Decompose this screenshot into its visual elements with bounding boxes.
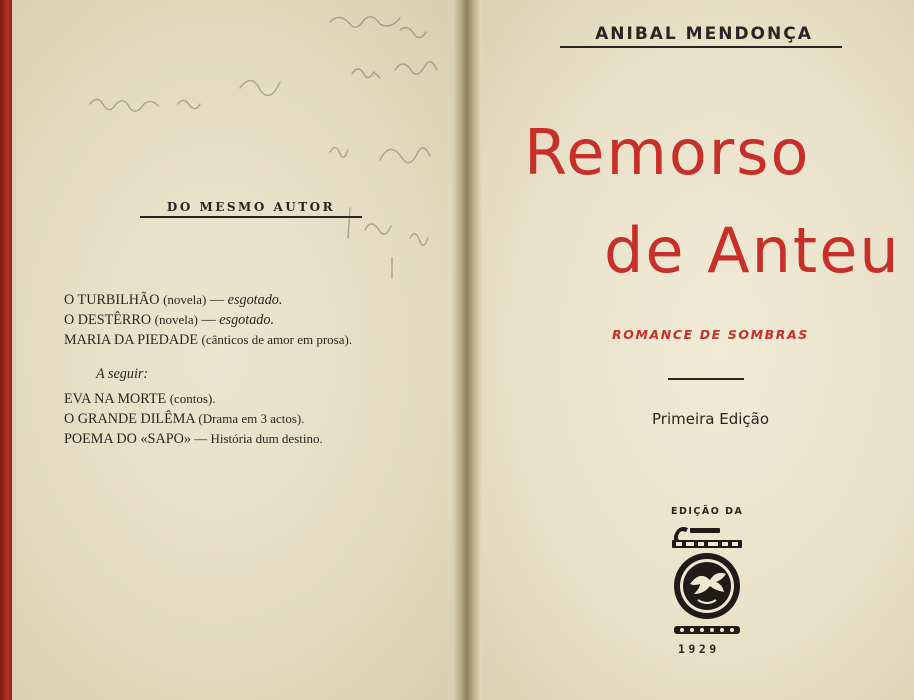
work-item	[64, 290, 352, 310]
work-dash: —	[206, 292, 228, 308]
other-works-heading: DO MESMO AUTOR	[166, 200, 336, 214]
book-title-line2: de Anteu	[604, 214, 901, 287]
upcoming-title: EVA NA MORTE	[64, 391, 167, 407]
work-note: (novela)	[154, 312, 198, 327]
work-status: esgotado.	[219, 312, 275, 328]
heading-underline	[140, 216, 362, 218]
upcoming-label: A seguir:	[96, 366, 149, 382]
publisher-logo-icon	[668, 522, 746, 638]
work-item	[64, 310, 352, 330]
upcoming-note: — História dum destino.	[190, 431, 323, 446]
upcoming-item	[64, 429, 323, 449]
published-works-list	[64, 290, 352, 350]
upcoming-item	[64, 409, 323, 429]
work-note: (cânticos de amor em prosa).	[201, 332, 353, 347]
publication-year: 1929	[678, 642, 720, 656]
author-name: ANIBAL MENDONÇA	[595, 24, 813, 44]
book-title-line1: Remorso	[524, 116, 811, 189]
publisher-prefix: EDIÇÃO DA	[671, 506, 744, 517]
work-title: O TURBILHÃO	[64, 292, 160, 308]
work-title: MARIA DA PIEDADE	[64, 332, 198, 348]
edition-label: Primeira Edição	[652, 410, 770, 428]
upcoming-title: POEMA DO «SAPO»	[64, 431, 191, 447]
author-underline	[560, 46, 842, 48]
upcoming-title: O GRANDE DILÊMA	[64, 411, 195, 427]
upcoming-item	[64, 389, 323, 409]
work-status: esgotado.	[227, 292, 283, 308]
divider-rule	[668, 378, 744, 380]
book-subtitle: ROMANCE DE SOMBRAS	[612, 327, 809, 342]
upcoming-works-list	[64, 389, 323, 449]
work-title: O DESTÊRRO	[64, 312, 152, 328]
work-item	[64, 330, 352, 350]
work-note: (novela)	[163, 292, 207, 307]
work-dash: —	[197, 312, 220, 328]
upcoming-note: (Drama em 3 actos).	[198, 411, 305, 426]
upcoming-note: (contos).	[169, 391, 216, 406]
